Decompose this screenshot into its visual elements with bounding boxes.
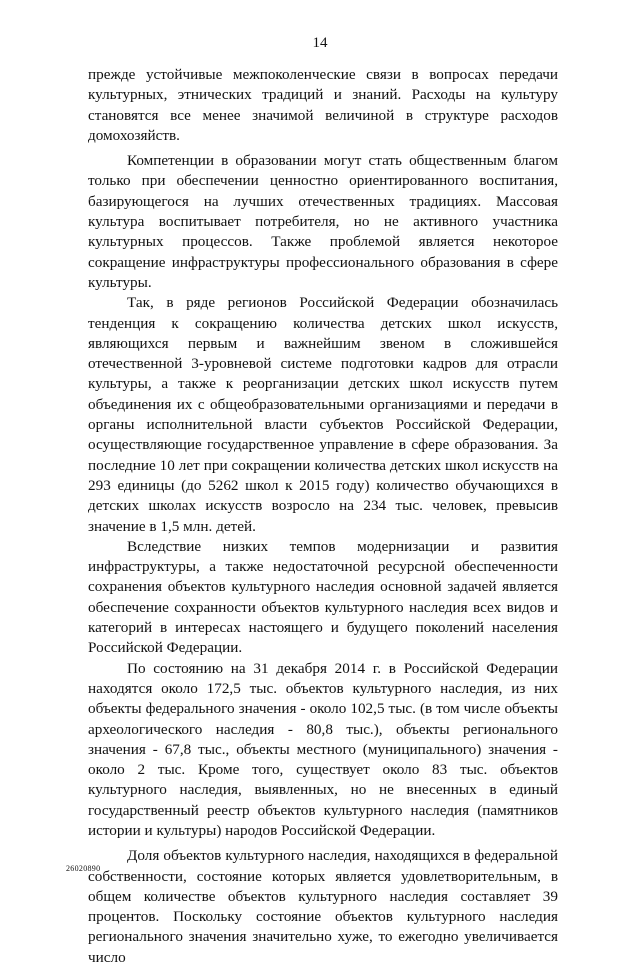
paragraph-heritage-task: Вследствие низких темпов модернизации и развития инфраструктуры, а также недостаточной ресурсной обеспеченности сохранения объектов культурного наследия основной задачей является обеспечение сохранности объектов культурного наследия всех видов и категорий в интересах настоящего и будущего поколений населения Российской Федерации.: [88, 537, 558, 657]
document-body: [88, 65, 558, 968]
paragraph-competencies: Компетенции в образовании могут стать общественным благом только при обеспечении ценностно ориентированного воспитания, базирующегося на лучших отечественных традициях. Массовая культура воспитывает потребителя, но не активного участника культурных процессов. Также проблемой является некоторое сокращение инфраструктуры профессионального образования в сфере культуры.: [88, 152, 558, 291]
paragraph-art-schools: Так, в ряде регионов Российской Федерации обозначилась тенденция к сокращению количества детских школ искусств, являющихся первым и важнейшим звеном в сложившейся отечественной 3-уровневой системе подготовки кадров для отрасли культуры, а также к реорганизации детских школ искусств путем объединения их с общеобразовательными организациями и передачи в органы исполнительной власти субъектов Российской Федерации, осуществляющие государственное управление в сфере образования. За последние 10 лет при сокращении количества детских школ искусств на 293 единицы (до 5262 школ к 2015 году) количество обучающихся в детских школах искусств возросло на 234 тыс. человек, превысив значение в 1,5 млн. детей.: [88, 294, 558, 535]
paragraph-heritage-condition: Доля объектов культурного наследия, находящихся в федеральной собственности, состояние которых является удовлетворительным, в общем количестве объектов культурного наследия составляет 39 процентов. Поскольку состояние объектов культурного наследия регионального значения значительно хуже, то ежегодно увеличивается число: [88, 847, 558, 966]
paragraph-heritage-count: По состоянию на 31 декабря 2014 г. в Российской Федерации находятся около 172,5 тыс. объектов культурного наследия, из них объекты федерального значения - около 102,5 тыс. (в том числе объекты археологического наследия - 80,8 тыс.), объекты регионального значения - 67,8 тыс., объекты местного (муниципального) значения - около 2 тыс. Кроме того, существует около 83 тыс. объектов культурного наследия, выявленных, но не внесенных в единый государственный реестр объектов культурного наследия (памятников истории и культуры) народов Российской Федерации.: [88, 659, 558, 839]
paragraph-continuation: прежде устойчивые межпоколенческие связи в вопросах передачи культурных, этнических традиций и знаний. Расходы на культуру становятся все менее значимой величиной в структуре расходов домохозяйств.: [88, 66, 558, 144]
page-number: 14: [312, 35, 328, 51]
document-code: 26020890: [66, 864, 101, 873]
